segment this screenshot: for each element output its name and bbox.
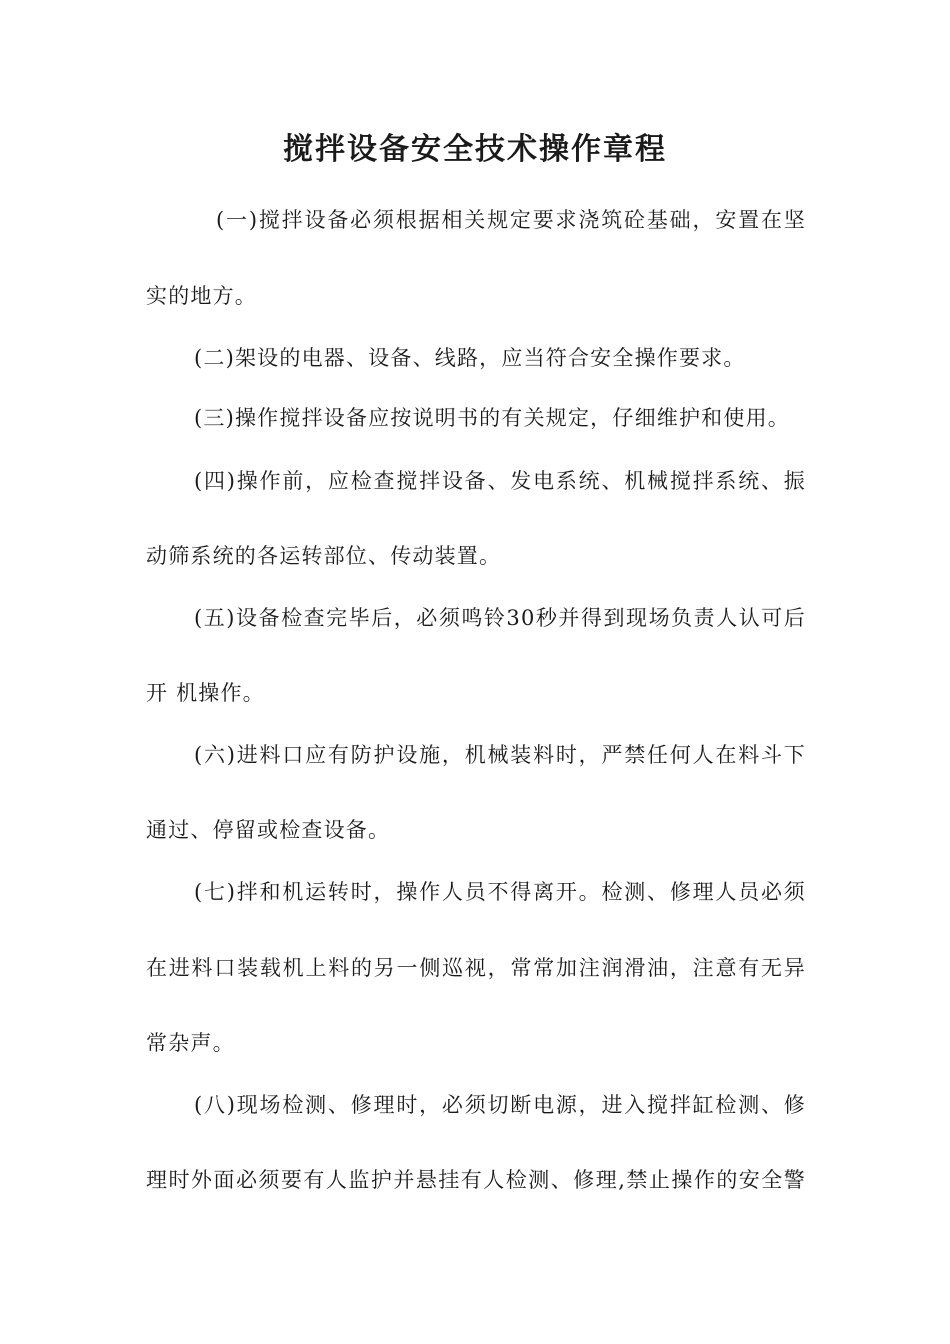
document-title: 搅拌设备安全技术操作章程 bbox=[283, 132, 667, 167]
paragraph-line: 常杂声。 bbox=[146, 1031, 235, 1055]
paragraph-line: (七)拌和机运转时，操作人员不得离开。检测、修理人员必须 bbox=[194, 880, 806, 904]
paragraph-line: (一)搅拌设备必须根据相关规定要求浇筑砼基础，安置在坚 bbox=[216, 208, 806, 232]
paragraph-line: 动筛系统的各运转部位、传动装置。 bbox=[146, 544, 502, 568]
paragraph-line: (六)进料口应有防护设施，机械装料时，严禁任何人在料斗下 bbox=[194, 743, 806, 767]
paragraph-line: (八)现场检测、修理时，必须切断电源，进入搅拌缸检测、修 bbox=[194, 1093, 806, 1117]
paragraph-line: (五)设备检查完毕后，必须鸣铃30秒并得到现场负责人认可后 bbox=[194, 606, 806, 630]
paragraph-line: 在进料口装载机上料的另一侧巡视，常常加注润滑油，注意有无异 bbox=[146, 956, 806, 980]
paragraph-line: 实的地方。 bbox=[146, 284, 257, 308]
paragraph-line: 开 机操作。 bbox=[146, 681, 265, 705]
paragraph-line: 理时外面必须要有人监护并悬挂有人检测、修理,禁止操作的安全警 bbox=[146, 1168, 806, 1192]
paragraph-line: (四)操作前，应检查搅拌设备、发电系统、机械搅拌系统、振 bbox=[194, 469, 806, 493]
paragraph-line: (三)操作搅拌设备应按说明书的有关规定，仔细维护和使用。 bbox=[194, 406, 790, 430]
paragraph-line: 通过、停留或检查设备。 bbox=[146, 818, 391, 842]
paragraph-line: (二)架设的电器、设备、线路，应当符合安全操作要求。 bbox=[194, 346, 746, 370]
